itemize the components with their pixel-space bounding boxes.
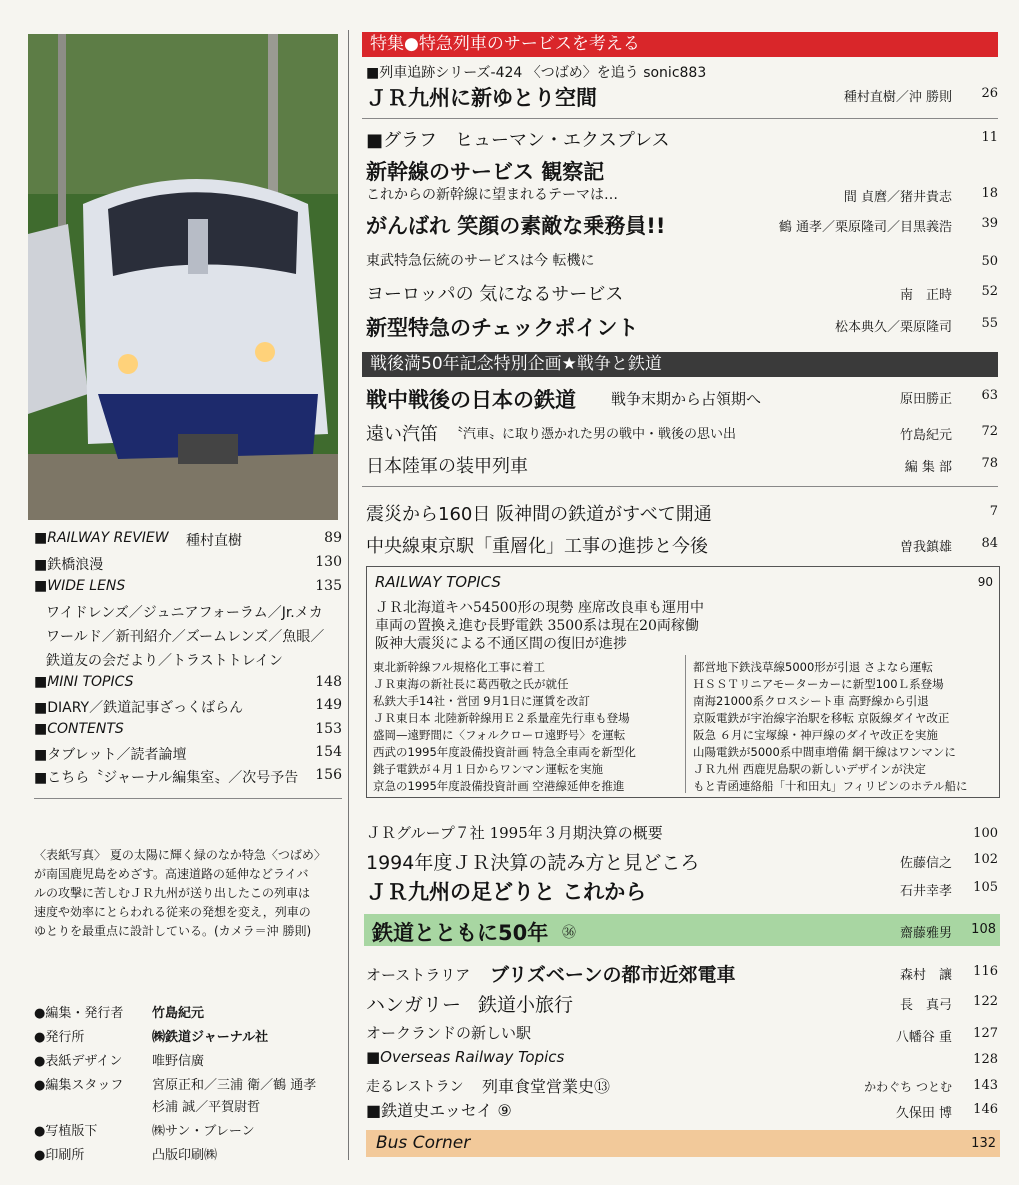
- page-number: 18: [981, 186, 998, 201]
- staff-row: [34, 1002, 205, 1021]
- author: 種村直樹: [186, 533, 242, 549]
- overseas-title: オークランドの新しい駅: [366, 1024, 532, 1042]
- page-number: 55: [981, 316, 998, 331]
- overseas-title: 鉄道小旅行: [478, 994, 574, 1016]
- overseas-item[interactable]: [366, 960, 998, 988]
- jr-item[interactable]: [366, 876, 998, 906]
- caption-line: ルの攻撃に苦しむＪＲ九州が送り出したこの列車は: [34, 886, 311, 900]
- page-number: 130: [315, 554, 342, 570]
- staff-key: ●印刷所: [34, 1148, 85, 1163]
- overseas-label: ハンガリー: [366, 994, 462, 1016]
- author: 森村 讓: [899, 968, 952, 983]
- page-number: 108: [971, 922, 996, 937]
- page-number: 11: [981, 130, 998, 145]
- regular-label: ■こちら〝ジャーナル編集室〟／次号予告: [34, 770, 299, 786]
- page-number: 39: [981, 216, 998, 231]
- feature-title: 新型特急のチェックポイント: [366, 316, 639, 340]
- feature-header: 特集●特急列車のサービスを考える: [362, 32, 998, 57]
- page-number: 89: [324, 530, 342, 546]
- column-divider: [348, 30, 349, 1160]
- author: 南 正時: [899, 288, 952, 303]
- divider: [362, 486, 998, 487]
- regular-item[interactable]: [34, 530, 342, 549]
- other-item[interactable]: [366, 500, 998, 524]
- page-number: 143: [973, 1078, 998, 1093]
- page-number: 148: [315, 674, 342, 690]
- war-sub: 〝汽車〟に取り憑かれた男の戦中・戦後の思い出: [450, 427, 737, 442]
- author: 鶴 通孝／栗原隆司／目黒義浩: [778, 220, 952, 235]
- jr-title: ＪＲ九州の足どりと これから: [366, 880, 647, 904]
- staff-value: 杉浦 誠／平賀尉哲: [152, 1100, 261, 1115]
- author: 間 貞麿／猪井貴志: [843, 190, 952, 205]
- page-number: 116: [973, 964, 998, 979]
- topics-item[interactable]: 私鉄大手14社・営団 9月1日に運賃を改訂: [373, 694, 590, 708]
- staff-key: ●表紙デザイン: [34, 1054, 123, 1069]
- staff-row: [34, 1074, 317, 1093]
- caption-line: 速度や効率にとらわれる従来の発想を変え，列車の: [34, 905, 311, 919]
- regular-item[interactable]: [34, 578, 342, 594]
- topics-item[interactable]: ＪＲ九州 西鹿児島駅の新しいデザインが決定: [693, 762, 926, 776]
- author: 久保田 博: [895, 1106, 952, 1121]
- page-number: 105: [973, 880, 998, 895]
- topics-item[interactable]: 東北新幹線フル規格化工事に着工: [373, 660, 546, 674]
- topics-item[interactable]: 都営地下鉄浅草線5000形が引退 さよなら運転: [693, 660, 933, 674]
- other-item[interactable]: [366, 532, 998, 556]
- regular-label: ■MINI TOPICS: [34, 674, 134, 690]
- page-number: 135: [315, 578, 342, 594]
- war-header: 戦後満50年記念特別企画★戦争と鉄道: [362, 352, 998, 377]
- jr-item[interactable]: [366, 822, 998, 844]
- author: 曽我鎮雄: [899, 540, 952, 555]
- topics-item[interactable]: 阪急 ６月に宝塚線・神戸線のダイヤ改正を実施: [693, 728, 938, 742]
- page-number: 128: [973, 1052, 998, 1067]
- bus-title: Bus Corner: [376, 1133, 471, 1153]
- train-front-icon: [28, 34, 338, 520]
- feature-item[interactable]: [366, 182, 998, 205]
- topics-item[interactable]: ＨＳＳＴリニアモーターカーに新型100Ｌ系登場: [693, 677, 944, 691]
- regular-item[interactable]: [34, 721, 342, 737]
- regular-item[interactable]: [34, 767, 342, 787]
- fifty-title: 鉄道とともに50年: [372, 921, 549, 945]
- feature-item[interactable]: [366, 312, 998, 340]
- author: 種村直樹／沖 勝則: [843, 90, 952, 105]
- regular-item[interactable]: [34, 744, 342, 764]
- topics-item[interactable]: 西武の1995年度設備投資計画 特急全車両を新型化: [373, 745, 636, 759]
- staff-row: [34, 1120, 255, 1139]
- page-number: 127: [973, 1026, 998, 1041]
- author: 八幡谷 重: [895, 1030, 952, 1045]
- topics-headline[interactable]: 車両の置換え進む長野電鉄 3500系は現在20両稼働: [375, 618, 699, 634]
- topics-divider: [685, 655, 686, 793]
- page-number: 63: [981, 388, 998, 403]
- war-item[interactable]: [366, 420, 998, 446]
- war-sub: 戦争末期から占領期へ: [611, 390, 762, 408]
- page-number: 149: [315, 697, 342, 713]
- staff-key: ●編集・発行者: [34, 1006, 124, 1021]
- author: 編 集 部: [904, 460, 952, 475]
- feature-sub: これからの新幹線に望まれるテーマは…: [366, 187, 618, 203]
- feature-kicker: ■列車追跡シリーズ-424 〈つばめ〉を追う sonic883: [366, 65, 707, 81]
- overseas-item[interactable]: [366, 1074, 998, 1096]
- overseas-item[interactable]: [366, 1098, 998, 1120]
- divider: [34, 798, 342, 799]
- staff-value: ㈱サン・ブレーン: [152, 1124, 255, 1139]
- overseas-title: ■Overseas Railway Topics: [366, 1048, 565, 1066]
- divider: [362, 118, 998, 119]
- page-number: 78: [981, 456, 998, 471]
- staff-value: 竹島紀元: [152, 1006, 205, 1021]
- staff-row: [34, 1026, 269, 1045]
- other-title: 中央線東京駅「重層化」工事の進捗と今後: [366, 536, 708, 557]
- war-title: 戦中戦後の日本の鉄道: [366, 388, 576, 412]
- topics-item[interactable]: もと青函連絡船「十和田丸」フィリピンのホテル船に: [693, 779, 968, 793]
- topics-item[interactable]: 銚子電鉄が４月１日からワンマン運転を実施: [373, 762, 603, 776]
- overseas-label: 走るレストラン: [366, 1079, 464, 1095]
- jr-title: 1994年度ＪＲ決算の読み方と見どころ: [366, 852, 700, 874]
- topics-item[interactable]: 京急の1995年度設備投資計画 空港線延伸を推進: [373, 779, 625, 793]
- caption-line: が南国鹿児島をめざす。高速道路の延伸などライバ: [34, 867, 309, 881]
- overseas-title: ■鉄道史エッセイ ⑨: [366, 1101, 512, 1120]
- regular-label: ■タブレット／読者論壇: [34, 747, 187, 763]
- page-number: 154: [315, 744, 342, 760]
- staff-row: [34, 1144, 218, 1163]
- page-number: 153: [315, 721, 342, 737]
- topics-item[interactable]: 山陽電鉄が5000系中間車増備 網干線はワンマンに: [693, 745, 956, 759]
- overseas-label: オーストラリア: [366, 966, 471, 984]
- page-number: 72: [981, 424, 998, 439]
- overseas-item[interactable]: [366, 1022, 998, 1044]
- page-number: 132: [971, 1136, 996, 1151]
- war-title: 遠い汽笛: [366, 424, 438, 445]
- war-title: 日本陸軍の装甲列車: [366, 456, 528, 477]
- page-number: 100: [973, 826, 998, 841]
- fifty-num: ㊱: [562, 925, 576, 941]
- bus-corner-band[interactable]: [366, 1130, 1000, 1157]
- feature-title: 新幹線のサービス 観察記: [366, 160, 605, 184]
- author: 佐藤信之: [899, 856, 952, 871]
- topics-item[interactable]: ＪＲ東海の新社長に葛西敬之氏が就任: [373, 677, 569, 691]
- staff-value: 唯野信廣: [152, 1054, 205, 1069]
- page-number: 90: [977, 575, 993, 589]
- feature-title: ■グラフ ヒューマン・エクスプレス: [366, 130, 670, 151]
- author: 長 真弓: [899, 998, 952, 1013]
- page-number: 26: [981, 86, 998, 101]
- overseas-item[interactable]: [366, 1048, 998, 1070]
- feature-title: ＪＲ九州に新ゆとり空間: [366, 86, 597, 110]
- page-number: 156: [315, 767, 342, 783]
- other-title: 震災から160日 阪神間の鉄道がすべて開通: [366, 504, 712, 525]
- regular-subline: ワイドレンズ／ジュニアフォーラム／Jr.メカ: [46, 605, 323, 621]
- feature-item[interactable]: [366, 250, 998, 272]
- staff-value: 宮原正和／三浦 衛／鶴 通孝: [152, 1078, 317, 1093]
- regular-item[interactable]: [34, 554, 342, 574]
- feature-title: 東武特急伝統のサービスは今 転機に: [366, 253, 595, 269]
- regular-subline: ワールド／新刊紹介／ズームレンズ／魚眼／: [46, 629, 325, 645]
- regular-label: ■鉄橋浪漫: [34, 557, 104, 573]
- caption-line: 〈表紙写真〉 夏の太陽に輝く緑のなか特急〈つばめ〉: [34, 848, 326, 862]
- page-number: 7: [989, 504, 998, 519]
- topics-headline[interactable]: 阪神大震災による不通区間の復旧が進捗: [375, 636, 627, 652]
- cover-photo: [28, 34, 338, 520]
- war-item[interactable]: [366, 384, 998, 412]
- overseas-item[interactable]: [366, 990, 998, 1018]
- author: 齋藤雅男: [899, 926, 952, 941]
- topics-item[interactable]: 南海21000系クロスシート車 高野線から引退: [693, 694, 929, 708]
- author: 原田勝正: [899, 392, 952, 407]
- cover-caption: [34, 846, 326, 941]
- regular-label: ■CONTENTS: [34, 721, 124, 737]
- staff-key: ●発行所: [34, 1030, 85, 1045]
- page-number: 146: [973, 1102, 998, 1117]
- feature-item[interactable]: [366, 280, 998, 306]
- feature-item[interactable]: [366, 126, 998, 150]
- railway-topics-box: [366, 566, 1000, 798]
- topics-item[interactable]: ＪＲ東日本 北陸新幹線用Ｅ２系量産先行車も登場: [373, 711, 630, 725]
- feature-item[interactable]: [366, 82, 998, 112]
- feature-item[interactable]: [366, 156, 998, 184]
- feature-title: がんばれ 笑顔の素敵な乗務員!!: [366, 214, 666, 238]
- overseas-title: 列車食堂営業史⑬: [482, 1077, 611, 1096]
- author: 松本典久／栗原隆司: [834, 320, 952, 335]
- regular-item[interactable]: [34, 674, 342, 690]
- staff-value: 凸版印刷㈱: [152, 1148, 218, 1163]
- author: 石井幸孝: [899, 884, 952, 899]
- fifty-years-band[interactable]: [364, 914, 1000, 946]
- regular-label: ■DIARY／鉄道記事ざっくばらん: [34, 700, 244, 716]
- war-item[interactable]: [366, 452, 998, 478]
- topics-item[interactable]: 盛岡—遠野間に〈フォルクローロ遠野号〉を運転: [373, 728, 626, 742]
- jr-title: ＪＲグループ７社 1995年３月期決算の概要: [366, 824, 663, 842]
- regular-label: ■RAILWAY REVIEW: [34, 530, 169, 546]
- page-number: 50: [981, 254, 998, 269]
- overseas-title: ブリズベーンの都市近郊電車: [490, 964, 736, 986]
- caption-line: ゆとりを最重点に設計している。(カメラ＝沖 勝則): [34, 924, 312, 938]
- staff-value: ㈱鉄道ジャーナル社: [152, 1030, 269, 1045]
- staff-row: [34, 1050, 205, 1069]
- author: かわぐち つとむ: [864, 1080, 952, 1094]
- topics-item[interactable]: 京阪電鉄が宇治線字治駅を移転 京阪線ダイヤ改正: [693, 711, 950, 725]
- regular-subline: 鉄道友の会だより／トラストトレイン: [46, 653, 283, 669]
- feature-item[interactable]: [366, 210, 998, 240]
- page-number: 122: [973, 994, 998, 1009]
- jr-item[interactable]: [366, 848, 998, 874]
- page-number: 102: [973, 852, 998, 867]
- feature-title: ヨーロッパの 気になるサービス: [366, 284, 624, 305]
- regular-label: ■WIDE LENS: [34, 578, 126, 594]
- author: 竹島紀元: [899, 428, 952, 443]
- page-number: 84: [981, 536, 998, 551]
- staff-key: ●写植版下: [34, 1124, 98, 1139]
- regular-item[interactable]: [34, 697, 342, 717]
- topics-heading: RAILWAY TOPICS: [375, 573, 501, 591]
- staff-key: ●編集スタッフ: [34, 1078, 124, 1093]
- topics-headline[interactable]: ＪＲ北海道キハ54500形の現勢 座席改良車も運用中: [375, 600, 704, 616]
- page-number: 52: [981, 284, 998, 299]
